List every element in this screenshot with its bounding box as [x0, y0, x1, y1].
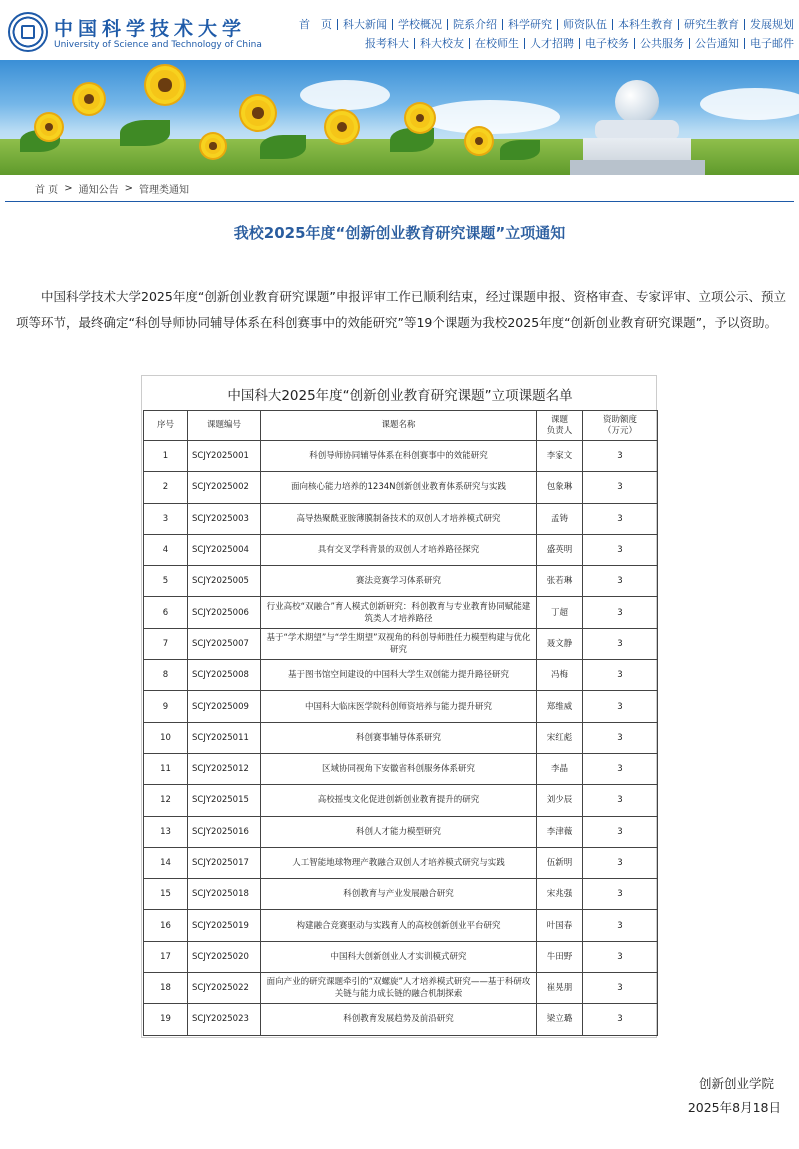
nav-overview[interactable]: 学校概况	[392, 19, 447, 30]
cell-code: SCJY2025023	[188, 1004, 261, 1035]
cell-name: 科创教育与产业发展融合研究	[261, 879, 537, 910]
cell-leader: 张若琳	[537, 566, 583, 597]
cell-funding: 3	[583, 566, 658, 597]
sunflower-icon	[245, 100, 271, 126]
sunflower-icon	[40, 118, 58, 136]
cell-leader: 孟铸	[537, 503, 583, 534]
cell-name: 科创人才能力模型研究	[261, 816, 537, 847]
cell-funding: 3	[583, 1004, 658, 1035]
table-row	[144, 628, 658, 659]
cell-index: 3	[144, 503, 188, 534]
cloud-shape	[300, 80, 390, 110]
sunflower-icon	[78, 88, 100, 110]
table-row	[144, 847, 658, 878]
signature: 创新创业学院	[698, 1076, 774, 1091]
cell-index: 15	[144, 879, 188, 910]
header-code: 课题编号	[188, 411, 261, 441]
leaf-shape	[260, 135, 306, 159]
cell-index: 9	[144, 691, 188, 722]
cell-code: SCJY2025005	[188, 566, 261, 597]
cell-name: 高校摇曳文化促进创新创业教育提升的研究	[261, 785, 537, 816]
cell-index: 5	[144, 566, 188, 597]
nav-faculty[interactable]: 师资队伍	[557, 19, 612, 30]
cell-code: SCJY2025007	[188, 628, 261, 659]
cell-name: 科创教育发展趋势及前沿研究	[261, 1004, 537, 1035]
cell-index: 6	[144, 597, 188, 628]
table-row	[144, 472, 658, 503]
cell-leader: 李晶	[537, 753, 583, 784]
site-header	[0, 0, 799, 60]
sunflower-icon	[470, 132, 488, 150]
table-body	[144, 441, 658, 1036]
cloud-shape	[700, 88, 799, 120]
leaf-shape	[500, 140, 540, 160]
cell-code: SCJY2025015	[188, 785, 261, 816]
table-row	[144, 566, 658, 597]
cell-funding: 3	[583, 910, 658, 941]
cell-leader: 聂文静	[537, 628, 583, 659]
cell-leader: 梁立璐	[537, 1004, 583, 1035]
breadcrumb	[5, 176, 794, 202]
cell-code: SCJY2025016	[188, 816, 261, 847]
leaf-shape	[120, 120, 170, 146]
banner-image	[0, 60, 799, 175]
cell-funding: 3	[583, 472, 658, 503]
cell-funding: 3	[583, 879, 658, 910]
table-title: 中国科大2025年度“创新创业教育研究课题”立项课题名单	[227, 388, 573, 404]
nav-email[interactable]: 电子邮件	[744, 38, 799, 49]
header-name: 课题名称	[261, 411, 537, 441]
cell-index: 13	[144, 816, 188, 847]
project-table	[143, 410, 658, 1036]
cell-name: 科创赛事辅导体系研究	[261, 722, 537, 753]
breadcrumb-separator-icon: >	[124, 183, 133, 194]
cell-index: 14	[144, 847, 188, 878]
cell-index: 8	[144, 660, 188, 691]
cell-leader: 宋红彪	[537, 722, 583, 753]
table-row	[144, 785, 658, 816]
cell-code: SCJY2025004	[188, 534, 261, 565]
cell-code: SCJY2025003	[188, 503, 261, 534]
cell-name: 人工智能地球物理产教融合双创人才培养模式研究与实践	[261, 847, 537, 878]
cell-index: 7	[144, 628, 188, 659]
nav-notices[interactable]: 公告通知	[689, 38, 744, 49]
nav-students-staff[interactable]: 在校师生	[469, 38, 524, 49]
nav-graduate[interactable]: 研究生教育	[678, 19, 744, 30]
cell-leader: 崔晃朋	[537, 973, 583, 1004]
university-logo[interactable]	[8, 12, 262, 56]
table-row	[144, 691, 658, 722]
cell-index: 2	[144, 472, 188, 503]
nav-news[interactable]: 科大新闻	[337, 19, 392, 30]
cell-code: SCJY2025011	[188, 722, 261, 753]
logo-name-en: University of Science and Technology of China	[54, 40, 262, 50]
cell-funding: 3	[583, 722, 658, 753]
table-row	[144, 503, 658, 534]
cell-funding: 3	[583, 660, 658, 691]
cell-code: SCJY2025018	[188, 879, 261, 910]
cell-leader: 丁超	[537, 597, 583, 628]
cell-code: SCJY2025002	[188, 472, 261, 503]
cell-funding: 3	[583, 753, 658, 784]
table-row	[144, 910, 658, 941]
nav-row-2	[250, 34, 799, 53]
cell-code: SCJY2025019	[188, 910, 261, 941]
breadcrumb-notices[interactable]: 通知公告	[78, 185, 119, 196]
nav-departments[interactable]: 院系介绍	[447, 19, 502, 30]
cell-funding: 3	[583, 691, 658, 722]
cell-index: 16	[144, 910, 188, 941]
cell-leader: 冯梅	[537, 660, 583, 691]
table-row	[144, 879, 658, 910]
project-list-figure	[141, 375, 657, 1038]
leaf-shape	[390, 128, 434, 152]
cell-code: SCJY2025012	[188, 753, 261, 784]
cloud-shape	[420, 100, 560, 134]
cell-name: 赛法竞赛学习体系研究	[261, 566, 537, 597]
sunflower-icon	[330, 115, 354, 139]
cell-name: 构建融合竞赛驱动与实践育人的高校创新创业平台研究	[261, 910, 537, 941]
cell-index: 11	[144, 753, 188, 784]
cell-funding: 3	[583, 503, 658, 534]
cell-funding: 3	[583, 847, 658, 878]
cell-index: 12	[144, 785, 188, 816]
cell-leader: 伍新明	[537, 847, 583, 878]
nav-research[interactable]: 科学研究	[502, 19, 557, 30]
cell-name: 面向产业的研究课题牵引的“双螺旋”人才培养模式研究——基于科研攻关链与能力成长链的融合机制探索	[261, 973, 537, 1004]
cell-code: SCJY2025001	[188, 441, 261, 472]
breadcrumb-separator-icon: >	[64, 183, 73, 194]
nav-public-service[interactable]: 公共服务	[634, 38, 689, 49]
cell-index: 10	[144, 722, 188, 753]
cell-leader: 牛田野	[537, 941, 583, 972]
cell-leader: 郑维威	[537, 691, 583, 722]
cell-leader: 刘少辰	[537, 785, 583, 816]
cell-code: SCJY2025017	[188, 847, 261, 878]
cell-funding: 3	[583, 973, 658, 1004]
nav-undergraduate[interactable]: 本科生教育	[612, 19, 678, 30]
table-row	[144, 941, 658, 972]
cell-leader: 盛英明	[537, 534, 583, 565]
cell-index: 17	[144, 941, 188, 972]
page-title: 我校2025年度“创新创业教育研究课题”立项通知	[233, 224, 566, 242]
main-nav	[250, 15, 799, 53]
cell-code: SCJY2025022	[188, 973, 261, 1004]
cell-name: 科创导师协同辅导体系在科创赛事中的效能研究	[261, 441, 537, 472]
cell-code: SCJY2025009	[188, 691, 261, 722]
header-leader: 课题 负责人	[537, 411, 583, 441]
cell-name: 高导热聚酰亚胺薄膜制备技术的双创人才培养模式研究	[261, 503, 537, 534]
cell-leader: 李津薇	[537, 816, 583, 847]
cell-index: 4	[144, 534, 188, 565]
nav-jobs[interactable]: 人才招聘	[524, 38, 579, 49]
logo-name-cn: 中国科学技术大学	[54, 18, 247, 40]
table-row	[144, 973, 658, 1004]
table-row	[144, 660, 658, 691]
sunflower-icon	[410, 108, 430, 128]
publish-date: 2025年8月18日	[687, 1100, 781, 1115]
breadcrumb-home[interactable]: 首 页	[35, 185, 59, 196]
table-header-row	[144, 411, 658, 441]
cell-funding: 3	[583, 785, 658, 816]
cell-leader: 李家文	[537, 441, 583, 472]
cell-name: 中国科大创新创业人才实训模式研究	[261, 941, 537, 972]
cell-index: 18	[144, 973, 188, 1004]
table-row	[144, 1004, 658, 1035]
table-row	[144, 753, 658, 784]
monument-sculpture	[575, 80, 695, 175]
header-index: 序号	[144, 411, 188, 441]
table-row	[144, 597, 658, 628]
breadcrumb-admin-notices[interactable]: 管理类通知	[138, 185, 189, 196]
nav-home[interactable]: 首 页	[299, 18, 332, 31]
cell-funding: 3	[583, 816, 658, 847]
cell-name: 具有交叉学科背景的双创人才培养路径探究	[261, 534, 537, 565]
nav-e-affairs[interactable]: 电子校务	[579, 38, 634, 49]
cell-code: SCJY2025008	[188, 660, 261, 691]
nav-row-1	[250, 15, 799, 34]
cell-leader: 叶国春	[537, 910, 583, 941]
cell-code: SCJY2025006	[188, 597, 261, 628]
table-row	[144, 534, 658, 565]
cell-name: 基于图书馆空间建设的中国科大学生双创能力提升路径研究	[261, 660, 537, 691]
table-row	[144, 441, 658, 472]
cell-name: 区域协同视角下安徽省科创服务体系研究	[261, 753, 537, 784]
cell-funding: 3	[583, 628, 658, 659]
article-body: 中国科学技术大学2025年度“创新创业教育研究课题”申报评审工作已顺利结束，经过课题申报、资格审查、专家评审、立项公示、预立项等环节，最终确定“科创导师协同辅导体系在科创赛事中的效能研究”等19个课题为我校2025年度“创新创业教育研究课题”，予以资助。	[16, 289, 786, 330]
cell-leader: 包象琳	[537, 472, 583, 503]
cell-leader: 宋兆强	[537, 879, 583, 910]
cell-name: 面向核心能力培养的1234N创新创业教育体系研究与实践	[261, 472, 537, 503]
table-row	[144, 722, 658, 753]
cell-index: 1	[144, 441, 188, 472]
nav-admission[interactable]: 报考科大	[365, 37, 409, 50]
nav-alumni[interactable]: 科大校友	[414, 38, 469, 49]
cell-index: 19	[144, 1004, 188, 1035]
table-row	[144, 816, 658, 847]
cell-name: 基于“学术期望”与“学生期望”双视角的科创导师胜任力模型构建与优化研究	[261, 628, 537, 659]
cell-name: 行业高校“双融合”育人模式创新研究：科创教育与专业教育协同赋能建筑类人才培养路径	[261, 597, 537, 628]
cell-funding: 3	[583, 597, 658, 628]
cell-funding: 3	[583, 441, 658, 472]
sunflower-icon	[150, 70, 180, 100]
university-emblem-icon	[8, 12, 48, 52]
cell-funding: 3	[583, 941, 658, 972]
header-funding: 资助额度 （万元）	[583, 411, 658, 441]
sunflower-icon	[205, 138, 221, 154]
nav-planning[interactable]: 发展规划	[744, 19, 799, 30]
cell-code: SCJY2025020	[188, 941, 261, 972]
cell-funding: 3	[583, 534, 658, 565]
cell-name: 中国科大临床医学院科创师资培养与能力提升研究	[261, 691, 537, 722]
